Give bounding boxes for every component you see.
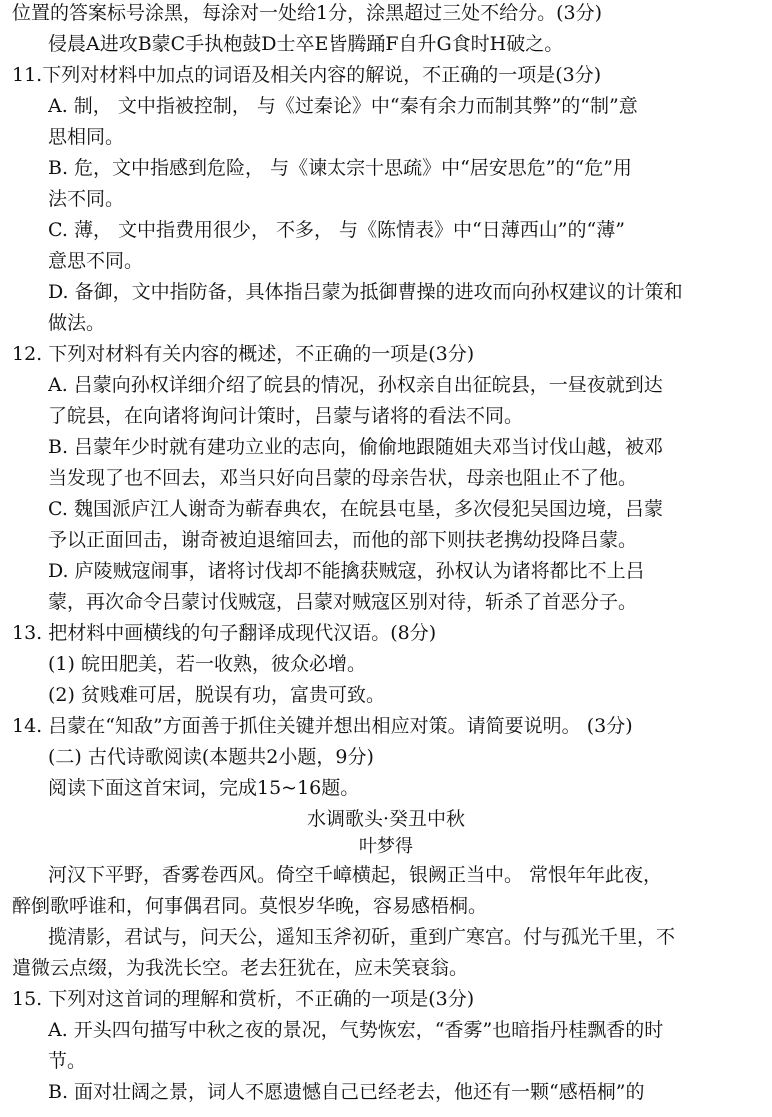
question-14-stem: 14. 吕蒙在“知敌”方面善于抓住关键并想出相应对策。请简要说明。 (3分) xyxy=(12,715,633,737)
q12-option-c-cont: 予以正面回击，谢奇被迫退缩回去，而他的部下则扶老携幼投降吕蒙。 xyxy=(48,529,638,551)
q11-option-a-cont: 思相同。 xyxy=(48,126,125,148)
question-15-stem: 15. 下列对这首词的理解和赏析，不正确的一项是(3分) xyxy=(12,988,475,1010)
q12-option-d-cont: 蒙，再次命令吕蒙讨伐贼寇，吕蒙对贼寇区别对待，斩杀了首恶分子。 xyxy=(48,591,638,613)
question-11-stem: 11.下列对材料中加点的词语及相关内容的解说，不正确的一项是(3分) xyxy=(12,64,602,86)
section-heading-poetry: (二) 古代诗歌阅读(本题共2小题，9分) xyxy=(48,746,374,768)
q11-option-d-cont: 做法。 xyxy=(48,312,106,334)
q12-option-a-cont: 了皖县，在向诸将询问计策时，吕蒙与诸将的看法不同。 xyxy=(48,405,524,427)
q13-item-1: (1) 皖田肥美，若一收熟，彼众必增。 xyxy=(48,653,366,675)
poem-line-2: 醉倒歌呼谁和，何事偶君同。莫恨岁华晚，容易感梧桐。 xyxy=(12,895,488,917)
q11-option-b-cont: 法不同。 xyxy=(48,188,125,210)
poem-author: 叶梦得 xyxy=(359,836,413,857)
text-line-instruction: 位置的答案标号涂黑，每涂对一处给1分，涂黑超过三处不给分。(3分) xyxy=(12,2,603,24)
reading-instruction: 阅读下面这首宋词，完成15~16题。 xyxy=(48,777,360,799)
poem-line-1: 河汉下平野，香雾卷西风。倚空千嶂横起，银阙正当中。 常恨年年此夜， xyxy=(48,864,663,886)
poem-title: 水调歌头·癸丑中秋 xyxy=(306,808,466,830)
q12-option-d: D. 庐陵贼寇闹事，诸将讨伐却不能擒获贼寇，孙权认为诸将都比不上吕 xyxy=(48,560,645,582)
q12-option-c: C. 魏国派庐江人谢奇为蕲春典农，在皖县屯垦，多次侵犯吴国边境，吕蒙 xyxy=(48,498,663,520)
poem-line-4: 遣微云点缀，为我洗长空。老去狂犹在，应未笑衰翁。 xyxy=(12,957,469,979)
question-13-stem: 13. 把材料中画横线的句子翻译成现代汉语。(8分) xyxy=(12,622,437,644)
q12-option-b-cont: 当发现了也不回去，邓当只好向吕蒙的母亲告状，母亲也阻止不了他。 xyxy=(48,467,638,489)
q11-option-c: C. 薄， 文中指费用很少， 不多， 与《陈情表》中“日薄西山”的“薄” xyxy=(48,219,625,241)
text-line-sentence: 侵晨A进攻B蒙C手执枹鼓D士卒E皆腾踊F自升G食时H破之。 xyxy=(48,33,564,55)
q11-option-a: A. 制， 文中指被控制， 与《过秦论》中“秦有余力而制其弊”的“制”意 xyxy=(48,95,638,117)
poem-line-3: 揽清影，君试与，问天公，遥知玉斧初斫，重到广寒宫。付与孤光千里，不 xyxy=(48,926,676,948)
q11-option-d: D. 备御，文中指防备，具体指吕蒙为抵御曹操的进攻而向孙权建议的计策和 xyxy=(48,281,683,303)
q12-option-b: B. 吕蒙年少时就有建功立业的志向，偷偷地跟随姐夫邓当讨伐山越，被邓 xyxy=(48,436,664,458)
q15-option-a: A. 开头四句描写中秋之夜的景况，气势恢宏，“香雾”也暗指丹桂飘香的时 xyxy=(48,1019,664,1041)
q11-option-c-cont: 意思不同。 xyxy=(48,250,144,272)
q12-option-a: A. 吕蒙向孙权详细介绍了皖县的情况，孙权亲自出征皖县，一昼夜就到达 xyxy=(48,374,663,396)
q11-option-b: B. 危，文中指感到危险， 与《谏太宗十思疏》中“居安思危”的“危”用 xyxy=(48,157,632,179)
q15-option-a-cont: 节。 xyxy=(48,1050,87,1072)
question-12-stem: 12. 下列对材料有关内容的概述，不正确的一项是(3分) xyxy=(12,343,475,365)
q15-option-b: B. 面对壮阔之景，词人不愿遗憾自己已经老去，他还有一颗“感梧桐”的 xyxy=(48,1081,645,1103)
q13-item-2: (2) 贫贱难可居，脱误有功，富贵可致。 xyxy=(48,684,385,706)
